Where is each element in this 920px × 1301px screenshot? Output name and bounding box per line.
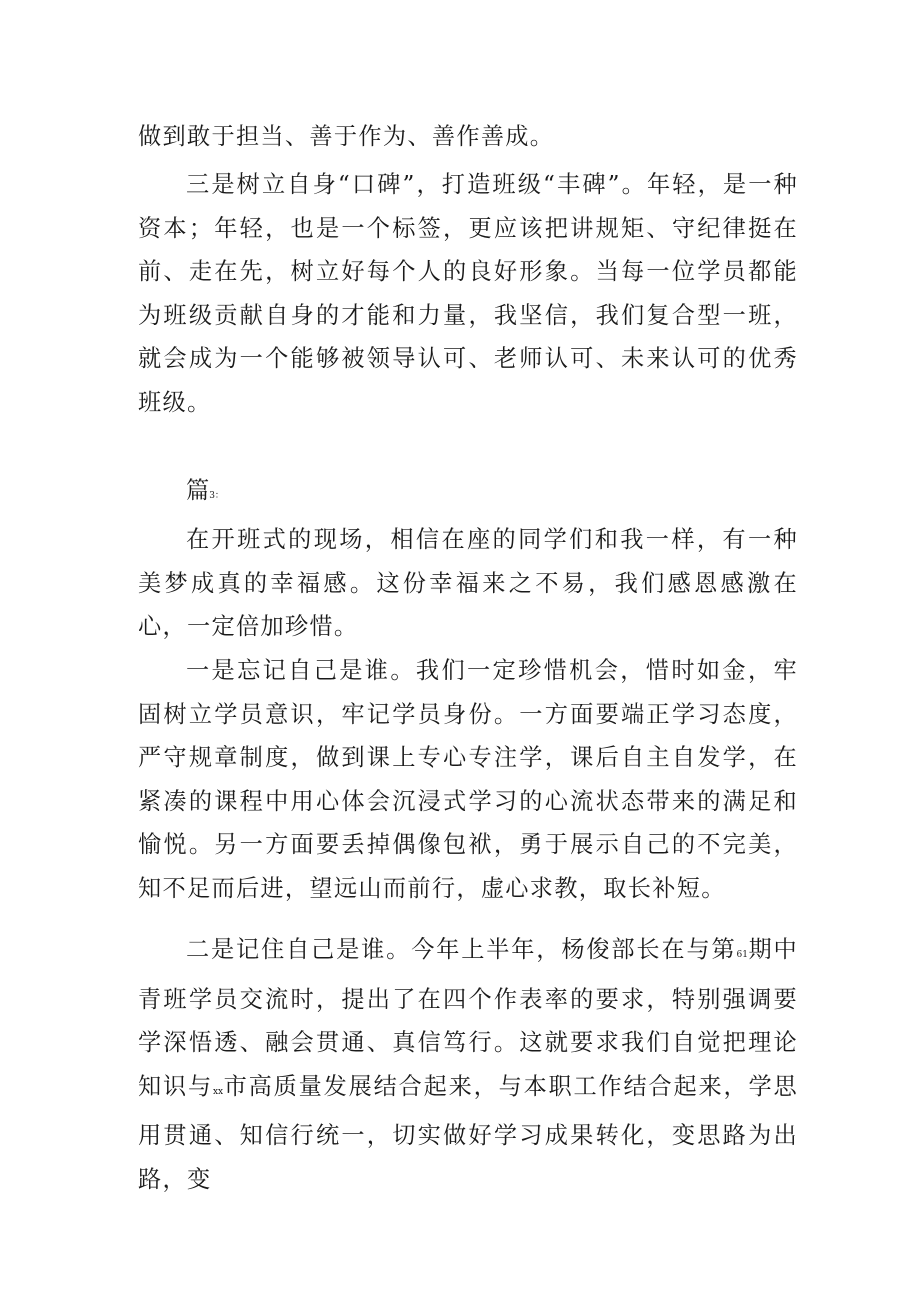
paragraph-point-one: 一是忘记自己是谁。我们一定珍惜机会，惜时如金，牢固树立学员意识，牢记学员身份。一方面要端正学习态度，严守规章制度，做到课上专心专注学，课后自主自发学，在紧凑的课程中用心体会沉浸式学习的心流状态带来的满足和愉悦。另一方面要丢掉偶像包袱，勇于展示自己的不完美，知不足而后进，望远山而前行，虚心求教，取长补短。 (138, 657, 798, 902)
paragraph-point-two-text-b: 期中青班学员交流时，提出了在四个作表率的要求，特别强调要学深悟透、融会贯通、真信笃行。这就要求我们自觉把理论知识与 (138, 936, 798, 1100)
heading-number: 3： (209, 491, 224, 501)
paragraph-point-two-text-a: 二是记住自己是谁。今年上半年，杨俊部长在与第 (186, 936, 737, 963)
heading-char: 篇 (186, 477, 210, 504)
paragraph-opening: 在开班式的现场，相信在座的同学们和我一样，有一种美梦成真的幸福感。这份幸福来之不易，我们感恩感激在心，一定倍加珍惜。 (138, 526, 798, 641)
city-placeholder: xx (212, 1086, 224, 1097)
paragraph-point-three: 三是树立自身“口碑”，打造班级“丰碑”。年轻，是一种资本；年轻，也是一个标签，更应该把讲规矩、守纪律挺在前、走在先，树立好每个人的良好形象。当每一位学员都能为班级贡献自身的才能和力量，我坚信，我们复合型一班，就会成为一个能够被领导认可、老师认可、未来认可的优秀班级。 (138, 171, 798, 416)
paragraph-point-two-text-c: 市高质量发展结合起来，与本职工作结合起来，学思用贯通、知信行统一，切实做好学习成果转化，变思路为出路，变 (138, 1072, 798, 1193)
paragraph-point-two (138, 928, 798, 1202)
cohort-number: 61 (736, 950, 748, 960)
paragraph-continuation: 做到敢于担当、善于作为、善作善成。 (138, 123, 555, 150)
section-heading (138, 469, 798, 519)
